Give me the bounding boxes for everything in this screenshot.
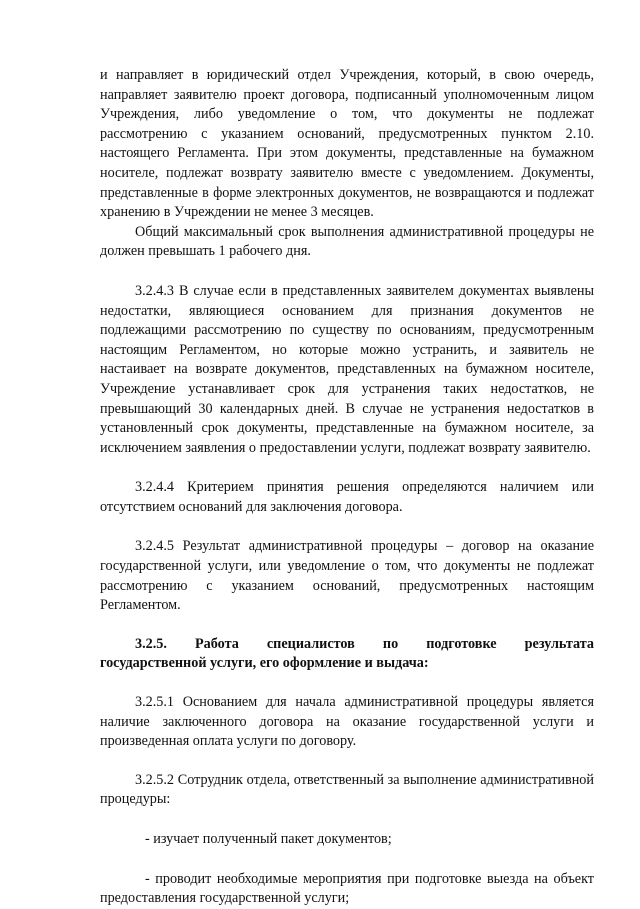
paragraph-3-2-5-2: 3.2.5.2 Сотрудник отдела, ответственный за выполнение административной процедуры:	[100, 771, 594, 808]
paragraph-3-2-5-1: 3.2.5.1 Основанием для начала административной процедуры является наличие заключенного договора на оказание государственной услуги и произведенная оплата услуги по договору.	[100, 694, 594, 750]
section-heading-3-2-5	[100, 635, 594, 674]
section-heading-line-2: государственной услуги, его оформление и выдача:	[100, 655, 429, 672]
document-body	[100, 66, 594, 909]
paragraph-3-2-4-5: 3.2.4.5 Результат административной процедуры – договор на оказание государственной услуги, или уведомление о том, что документы не подлежат рассмотрению с указанием оснований, предусмотренных настоящим Регламентом.	[100, 538, 594, 614]
paragraph-3-2-4-3: 3.2.4.3 В случае если в представленных заявителем документах выявлены недостатки, являющиеся основанием для признания документов не подлежащими рассмотрению по существу по основаниям, предусмотренным настоящим Регламентом, но которые можно устранить, и заявитель не настаивает на возврате документов, представленных на бумажном носителе, Учреждение устанавливает срок для устранения таких недостатков, не превышающий 30 календарных дней. В случае не устранения недостатков в установленный срок документы, представленные на бумажном носителе, за исключением заявления о предоставлении услуги, подлежат возврату заявителю.	[100, 282, 594, 456]
section-heading-line-1: 3.2.5. Работа специалистов по подготовке результата	[135, 635, 594, 652]
paragraph-continuation: и направляет в юридический отдел Учреждения, который, в свою очередь, направляет заявителю проект договора, подписанный уполномоченным лицом Учреждения, либо уведомление о том, что документы не подлежат рассмотрению с указанием оснований, предусмотренных пунктом 2.10. настоящего Регламента. При этом документы, представленные на бумажном носителе, подлежат возврату заявителю вместе с уведомлением. Документы, представленные в форме электронных документов, не возвращаются и подлежат хранению в Учреждении не менее 3 месяцев.	[100, 67, 594, 221]
paragraph-max-term: Общий максимальный срок выполнения административной процедуры не должен превышать 1 рабочего дня.	[100, 223, 594, 260]
paragraph-3-2-4-4: 3.2.4.4 Критерием принятия решения определяются наличием или отсутствием оснований для заключения договора.	[100, 479, 594, 515]
list-item-study-documents: - изучает полученный пакет документов;	[145, 831, 392, 847]
list-item-prepare-visit: - проводит необходимые мероприятия при подготовке выезда на объект предоставления государственной услуги;	[100, 870, 594, 907]
